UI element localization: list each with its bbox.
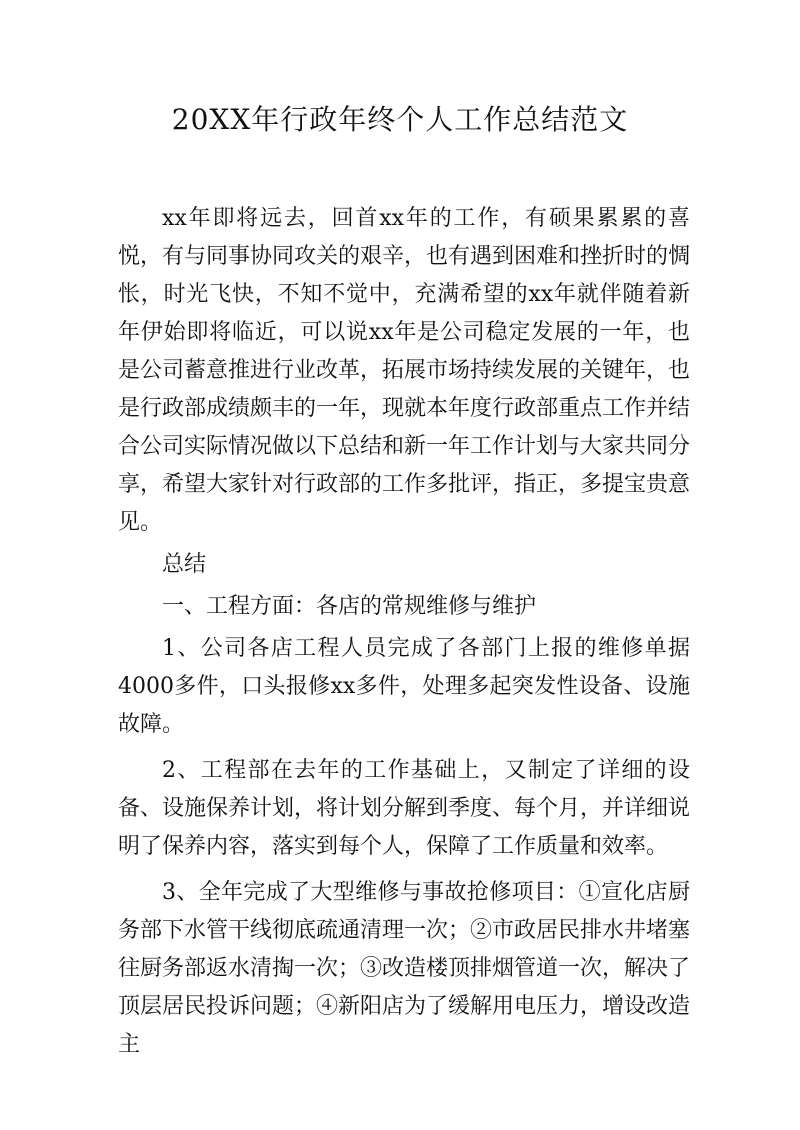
paragraph-item-1: 1、公司各店工程人员完成了各部门上报的维修单据4000多件，口头报修xx多件，处理多起突发性设备、设施故障。 (118, 636, 690, 737)
paragraph-section-heading: 一、工程方面：各店的常规维修与维护 (162, 594, 537, 619)
paragraph-summary-heading: 总结 (162, 552, 207, 577)
document-title: 20XX年行政年终个人工作总结范文 (171, 103, 629, 136)
paragraph-item-2: 2、工程部在去年的工作基础上，又制定了详细的设备、设施保养计划，将计划分解到季度、每个月，并详细说明了保养内容，落实到每个人，保障了工作质量和效率。 (118, 758, 691, 859)
paragraph-intro: xx年即将远去，回首xx年的工作，有硕果累累的喜悦，有与同事协同攻关的艰辛，也有遇到困难和挫折时的惆怅，时光飞快，不知不觉中，充满希望的xx年就伴随着新年伊始即将临近，可以说xx年是公司稳定发展的一年，也是公司蓄意推进行业改革，拓展市场持续发展的关键年，也是行政部成绩颇丰的一年，现就本年度行政部重点工作并结合公司实际情况做以下总结和新一年工作计划与大家共同分享，希望大家针对行政部的工作多批评，指正，多提宝贵意见。 (118, 206, 691, 535)
document-body (118, 200, 690, 1064)
paragraph-item-3: 3、全年完成了大型维修与事故抢修项目：①宣化店厨务部下水管干线彻底疏通清理一次；②市政居民排水井堵塞往厨务部返水清掏一次；③改造楼顶排烟管道一次，解决了顶层居民投诉问题；④新阳店为了缓解用电压力，增设改造主 (118, 880, 691, 1057)
